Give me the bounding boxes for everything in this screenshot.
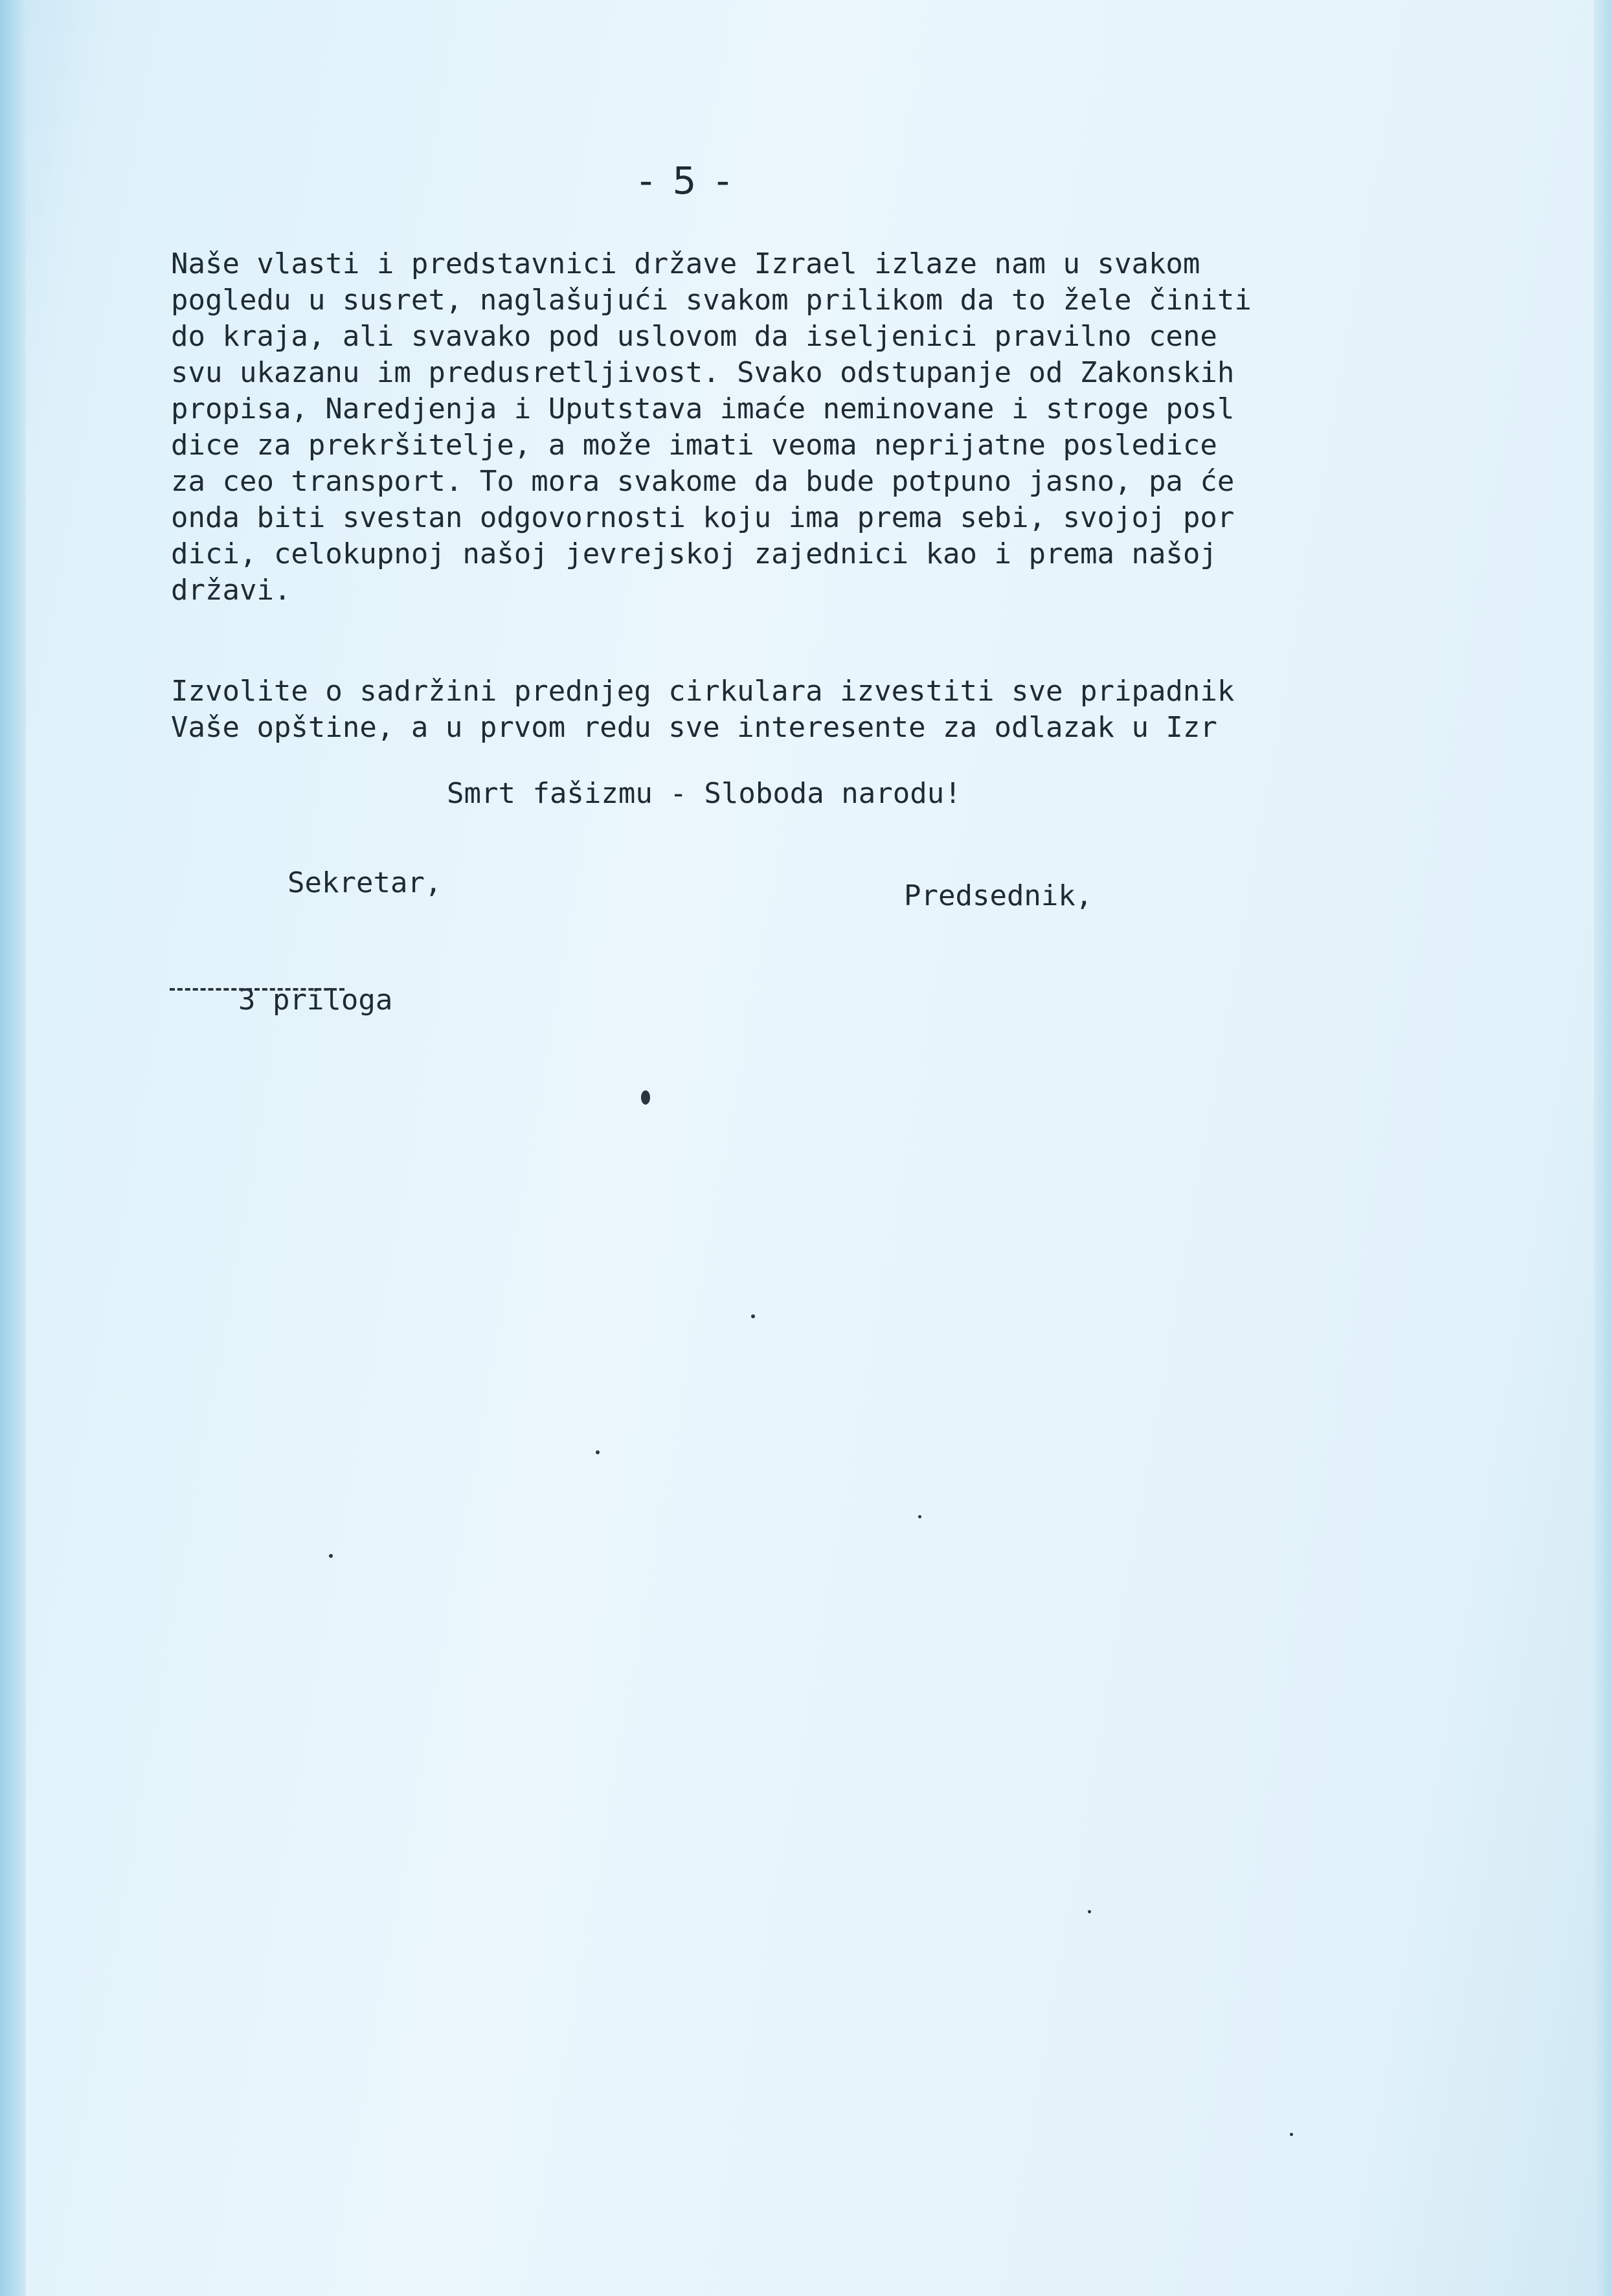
attachments-note	[170, 951, 392, 1083]
attachments-underline	[170, 988, 344, 991]
ink-speck	[641, 1090, 650, 1105]
text-line: Naše vlasti i predstavnici države Izrael izlaze nam u svakom	[171, 247, 1200, 280]
text-line: pogledu u susret, naglašujući svakom prilikom da to žele činiti	[171, 284, 1252, 317]
ink-speck	[1290, 2133, 1293, 2136]
text-line: Izvolite o sadržini prednjeg cirkulara izvestiti sve pripadnik	[171, 675, 1235, 708]
text-line: za ceo transport. To mora svakome da bude potpuno jasno, pa će	[171, 465, 1235, 498]
signature-president: Predsednik,	[904, 879, 1093, 912]
ink-speck	[1088, 1910, 1091, 1913]
closing-slogan: Smrt fašizmu - Sloboda narodu!	[447, 777, 962, 810]
signature-secretary: Sekretar,	[287, 866, 442, 899]
text-line: državi.	[171, 574, 291, 607]
text-line: svu ukazanu im predusretljivost. Svako odstupanje od Zakonskih	[171, 356, 1235, 389]
text-line: dici, celokupnoj našoj jevrejskoj zajednici kao i prema našoj	[171, 537, 1217, 570]
page-right-edge	[1594, 0, 1611, 2296]
paragraph-2	[171, 673, 1440, 746]
ink-speck	[918, 1515, 921, 1518]
text-line: propisa, Naredjenja i Uputstava imaće neminovane i stroge posl	[171, 392, 1235, 425]
paragraph-1	[171, 246, 1440, 609]
text-line: onda biti svestan odgovornosti koju ima prema sebi, svojoj por	[171, 501, 1235, 534]
text-line: Vaše opštine, a u prvom redu sve interesente za odlazak u Izr	[171, 711, 1217, 744]
text-line: dice za prekršitelje, a može imati veoma neprijatne posledice	[171, 429, 1217, 462]
ink-speck	[751, 1314, 755, 1318]
page-left-edge	[0, 0, 26, 2296]
ink-speck	[329, 1554, 333, 1558]
attachments-label: 3 priloga	[238, 984, 393, 1017]
page-number: - 5 -	[639, 159, 734, 203]
text-line: do kraja, ali svavako pod uslovom da iseljenici pravilno cene	[171, 320, 1217, 353]
ink-speck	[596, 1450, 600, 1454]
